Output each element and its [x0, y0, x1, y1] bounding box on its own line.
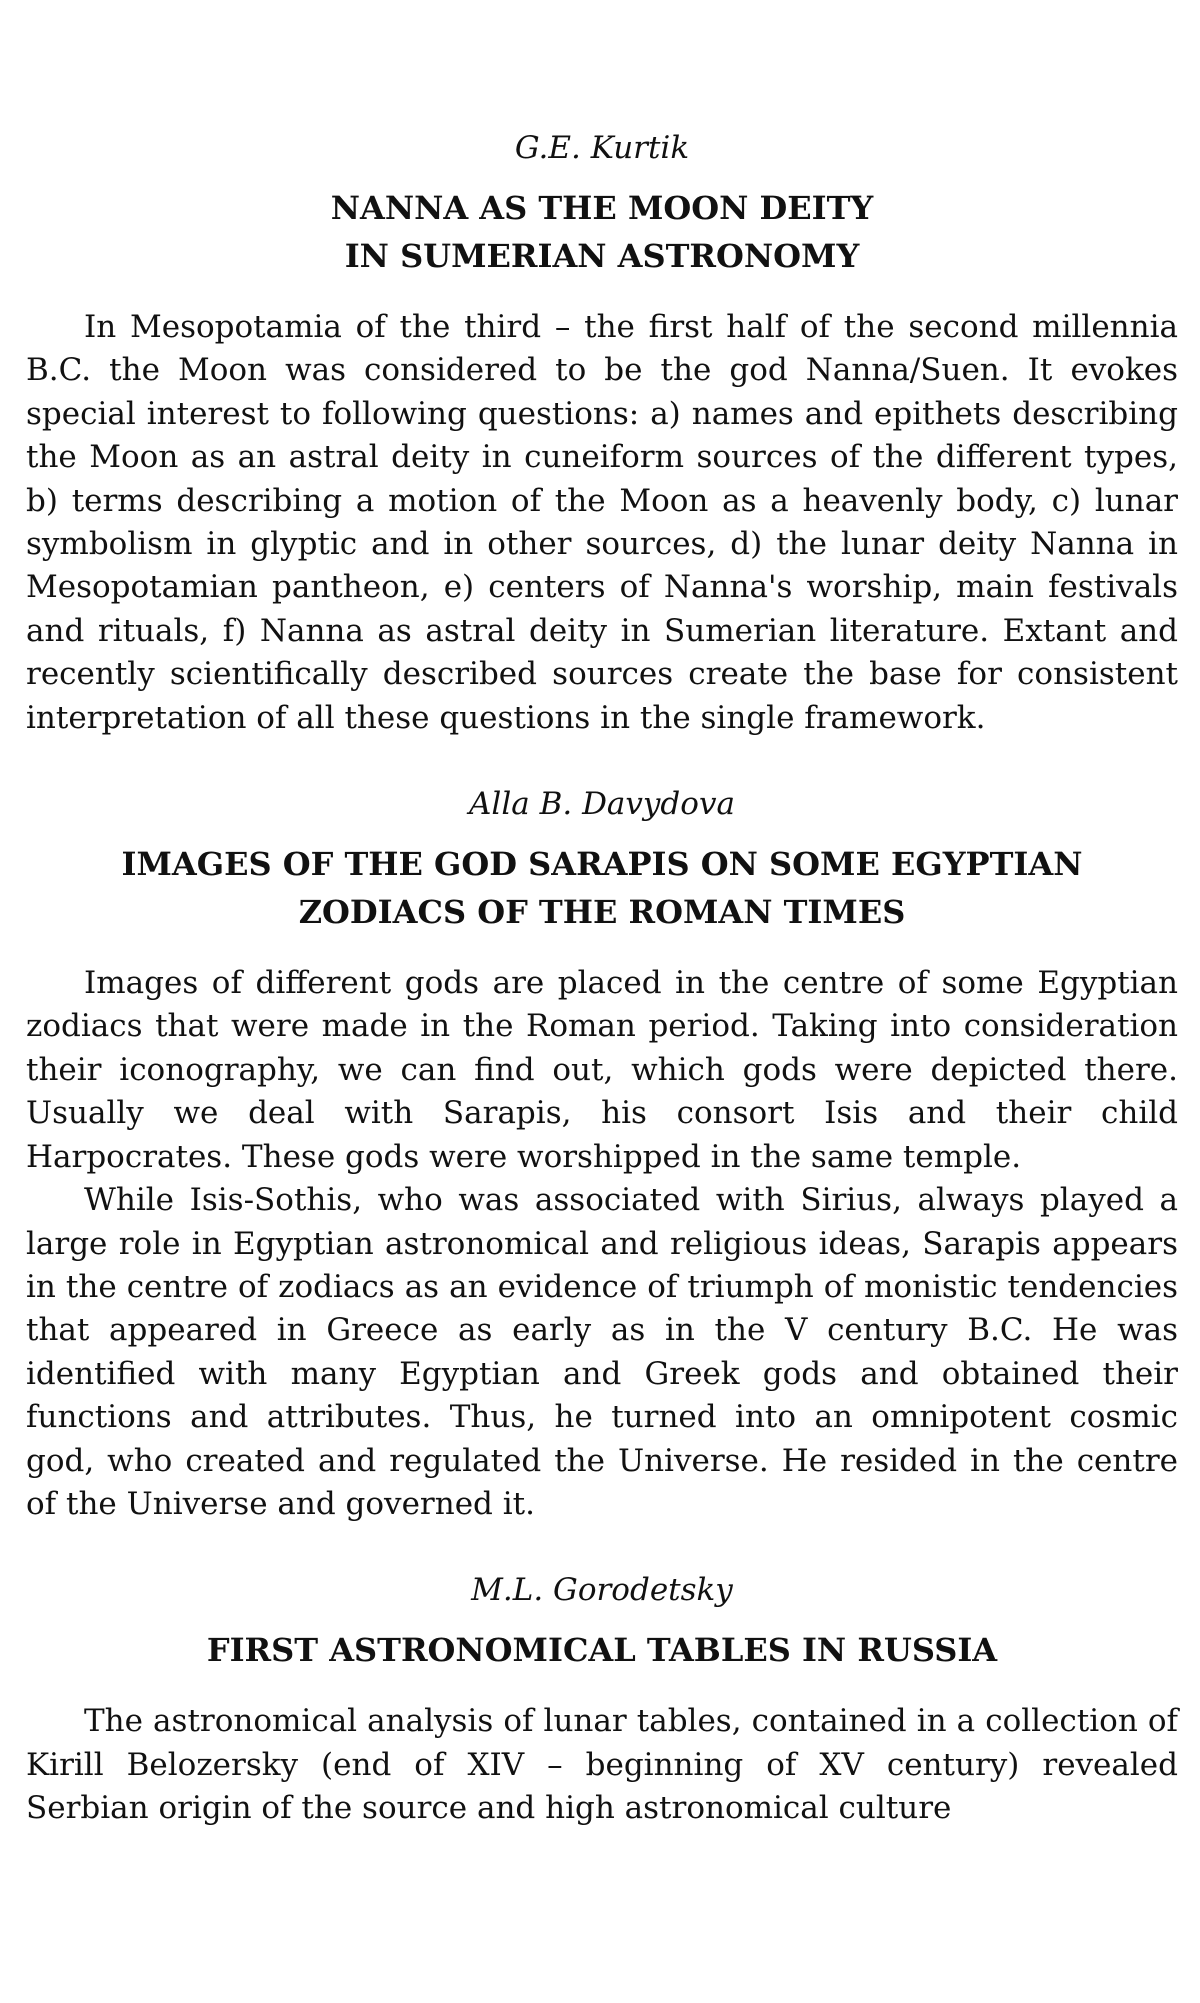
article-paragraph: In Mesopotamia of the third – the first half of the second millennia B.C. the Moon was considered to be the god Nanna/Suen. It evokes special interest to following questions: a) names and epithets describing the Moon as an astral deity in cuneiform sources of the different types, b) terms describing a motion of the Moon as a heavenly body, c) lunar symbolism in glyptic and in other sources, d) the lunar deity Nanna in Mesopotamian pantheon, e) centers of Nanna's worship, main festivals and rituals, f) Nanna as astral deity in Sumerian literature. Extant and recently scientifically described sources create the base for consistent interpretation of all these questions in the single framework.: [26, 309, 1178, 736]
article-davydova: [26, 784, 1178, 1526]
article-author: Alla B. Davydova: [469, 786, 735, 823]
article-paragraph: The astronomical analysis of lunar tables, contained in a collection of Kirill Belozersky (end of XIV – beginning of XV century) revealed Serbian origin of the source and high astronomical culture: [26, 1703, 1178, 1827]
article-author: G.E. Kurtik: [514, 130, 690, 166]
article-paragraph: While Isis-Sothis, who was associated with Sirius, always played a large role in Egyptian astronomical and religious ideas, Sarapis appears in the centre of zodiacs as an evidence of triumph of monistic tendencies that appeared in Greece as early as in the V century B.C. He was identified with many Egyptian and Greek gods and obtained their functions and attributes. Thus, he turned into an omnipotent cosmic god, who created and regulated the Universe. He resided in the centre of the Universe and governed it.: [26, 1182, 1178, 1522]
article-title-line: IN SUMERIAN ASTRONOMY: [344, 237, 860, 275]
article-title: [26, 184, 1178, 280]
article-title: [26, 840, 1178, 936]
article-title-line: IMAGES OF THE GOD SARAPIS ON SOME EGYPTIAN: [121, 845, 1083, 884]
article-kurtik: [26, 128, 1178, 740]
article-author: M.L. Gorodetsky: [471, 1572, 733, 1609]
article-title: [26, 1626, 1178, 1674]
article-title-line: ZODIACS OF THE ROMAN TIMES: [298, 893, 906, 932]
article-title-line: FIRST ASTRONOMICAL TABLES IN RUSSIA: [206, 1631, 998, 1670]
article-paragraph: Images of different gods are placed in the centre of some Egyptian zodiacs that were made in the Roman period. Taking into consideration their iconography, we can find out, which gods were depicted there. Usually we deal with Sarapis, his consort Isis and their child Harpocrates. These gods were worshipped in the same temple.: [26, 965, 1178, 1175]
article-title-line: NANNA AS THE MOON DEITY: [330, 189, 874, 227]
document-page: [26, 128, 1178, 1875]
article-gorodetsky: [26, 1570, 1178, 1830]
